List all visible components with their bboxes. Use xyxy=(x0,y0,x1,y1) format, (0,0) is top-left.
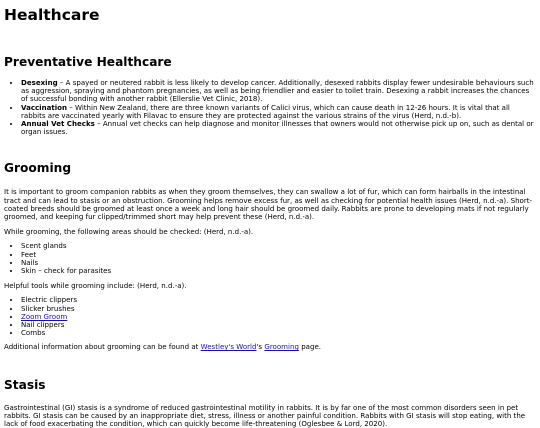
stasis-heading: Stasis xyxy=(4,377,46,392)
page-title: Healthcare xyxy=(4,6,100,24)
westleys-world-link[interactable]: Westley's World xyxy=(200,342,257,352)
tools-list xyxy=(4,296,536,337)
info-suffix: page. xyxy=(298,342,322,352)
grooming-info-paragraph xyxy=(4,343,536,351)
list-item xyxy=(21,120,536,136)
list-item: • Scent glands xyxy=(21,242,536,250)
check-areas-list xyxy=(4,242,536,275)
list-item: • Skin – check for parasites xyxy=(21,267,536,275)
info-mid: 's xyxy=(256,342,265,352)
grooming-check-intro: While grooming, the following areas should be checked: (Herd, n.d.-a). xyxy=(4,227,254,237)
list-item-text: – A spayed or neutered rabbit is less likely to develop cancer. Additionally, desexed rabbits display fewer undesirable behaviours such as aggression, spraying and phantom pregnancies, as well as being friendlier and easier to toilet train. Desexing a rabbit increases the chances of successful bonding with another rabbit (Ellerslie Vet Clinic, 2018). xyxy=(21,78,534,104)
list-item: • Feet xyxy=(21,251,536,259)
list-item-term: Desexing xyxy=(21,78,58,87)
list-item xyxy=(21,313,536,321)
grooming-heading: Grooming xyxy=(4,161,72,176)
list-item: • Nail clippers xyxy=(21,321,536,329)
list-item: • Combs xyxy=(21,329,536,337)
list-item-text: – Within New Zealand, there are three known variants of Calici virus, which can cause death in 12-26 hours. It is vital that all rabbits are vaccinated yearly with Filavac to ensure they are protected against the various strains of the virus (Herd, n.d.-b). xyxy=(21,102,510,120)
list-item xyxy=(21,104,536,120)
tools-intro: Helpful tools while grooming include: (Herd, n.d.-a). xyxy=(4,281,187,291)
list-item-term: Vaccination xyxy=(21,102,68,112)
list-item xyxy=(21,79,536,104)
grooming-paragraph: It is important to groom companion rabbits as when they groom themselves, they can swallow a lot of fur, which can form hairballs in the intestinal tract and can lead to stasis or an obstruction. Grooming helps remove excess fur, as well as checking for potential health issues (Herd, n.d.-a). Short-coated breeds should be groomed at least once a week and long hair should be groomed daily. Rabbits are prone to developing mats if not regularly groomed, and keeping fur clipped/trimmed short may help prevent these (Herd, n.d.-a). xyxy=(4,187,533,222)
zoom-groom-link[interactable]: Zoom Groom xyxy=(21,311,68,321)
list-item-text: – Annual vet checks can help diagnose and monitor illnesses that owners would not otherwise pick up on, such as dental or organ issues. xyxy=(21,119,534,137)
list-item: • Electric clippers xyxy=(21,296,536,304)
list-item-term: Annual Vet Checks xyxy=(21,119,95,129)
list-item: • Slicker brushes xyxy=(21,305,536,313)
list-item: • Nails xyxy=(21,259,536,267)
grooming-page-link[interactable]: Grooming xyxy=(264,342,299,352)
preventative-heading: Preventative Healthcare xyxy=(4,55,172,69)
preventative-list xyxy=(4,79,536,136)
stasis-paragraph: Gastrointestinal (GI) stasis is a syndrome of reduced gastrointestinal motility in rabbits. It is by far one of the most common disorders seen in pet rabbits. GI stasis can be caused by an inappropriate diet, stress, illness or another painful condition. Rabbits with GI stasis will stop eating, with the lack of food exacerbating the condition, which can quickly become life-threatening (Oglesbee & Lord, 2020). xyxy=(4,402,526,428)
info-prefix: Additional information about grooming can be found at xyxy=(4,342,201,352)
